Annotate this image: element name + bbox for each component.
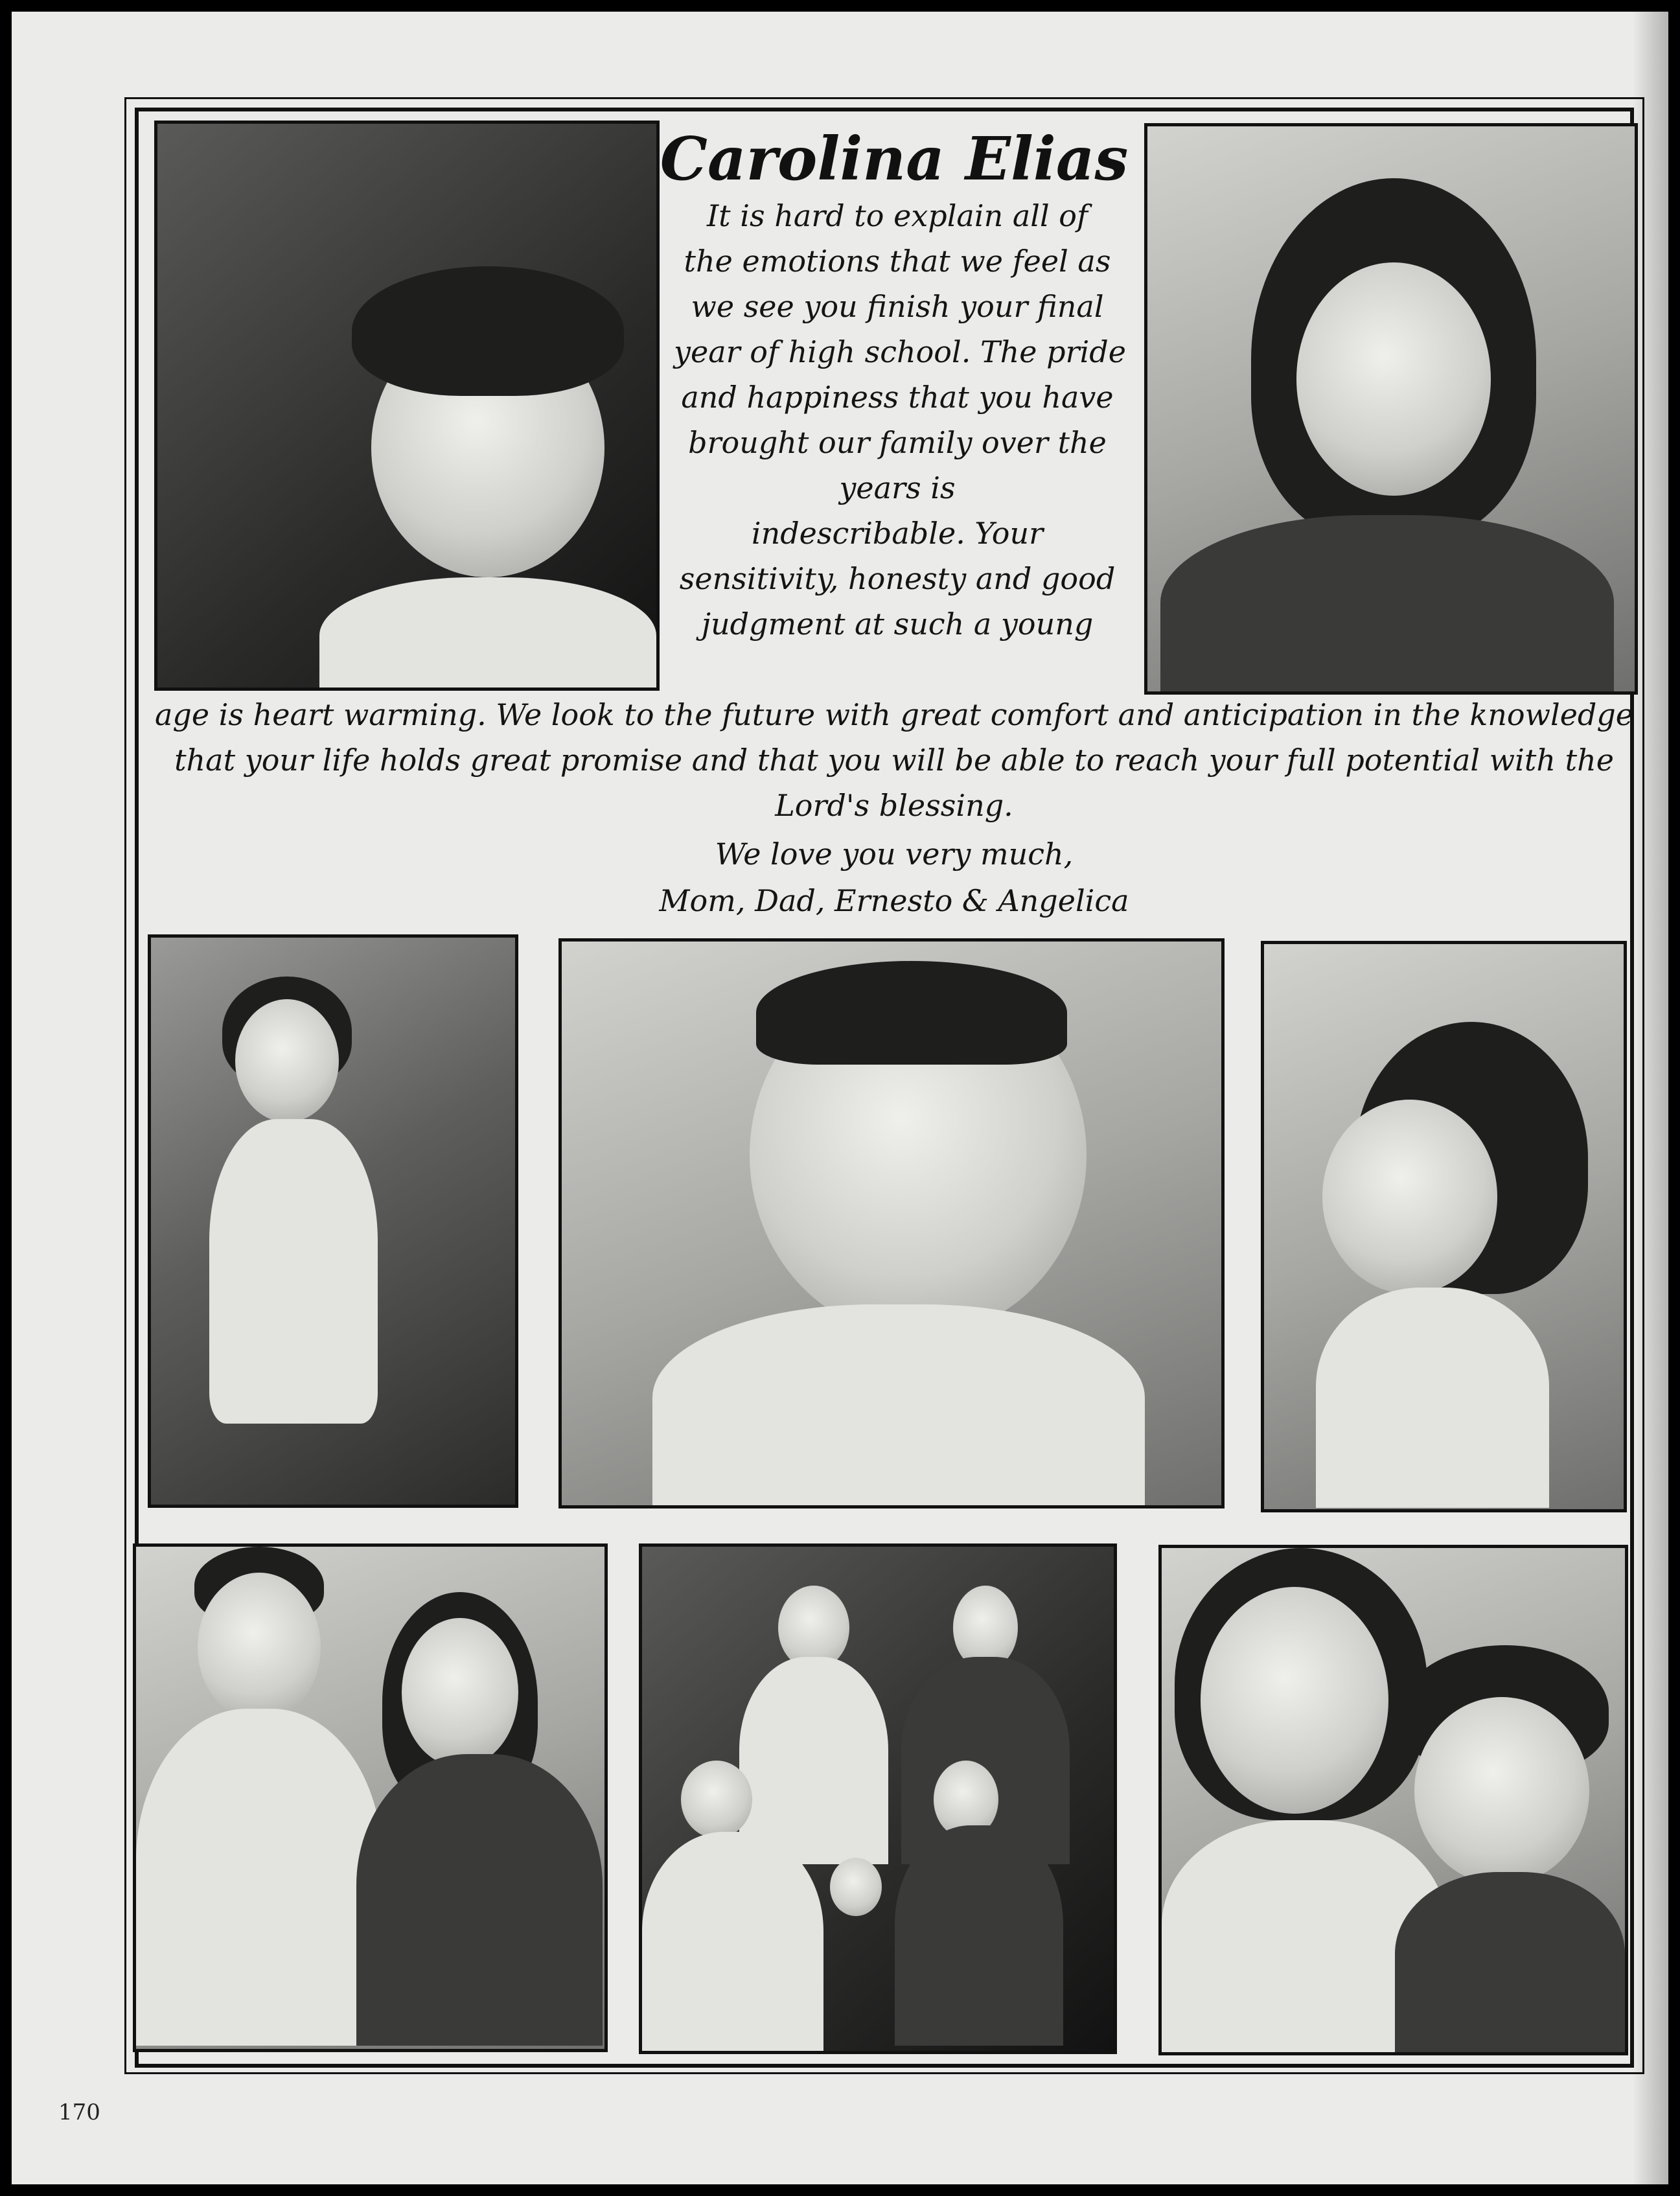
photo-senior-portrait — [1144, 123, 1638, 695]
message-line: judgment at such a young — [701, 607, 1094, 641]
message-line: indescribable. Your — [751, 516, 1044, 551]
photo-baby-smiling — [558, 938, 1225, 1508]
message-line: the emotions that we feel as — [684, 244, 1111, 279]
page-title: Carolina Elias — [660, 124, 1129, 194]
message-line: It is hard to explain all of — [706, 198, 1088, 233]
photo-family-group — [639, 1543, 1117, 2054]
message-line: Lord's blessing. — [775, 788, 1013, 823]
message-line: that your life holds great promise and that you will be able to reach your full potential with the — [174, 743, 1614, 778]
photo-toddler-pillow — [1261, 941, 1627, 1512]
page-number: 170 — [58, 2099, 100, 2125]
photo-with-brother — [133, 1543, 608, 2052]
message-line: brought our family over the — [688, 425, 1107, 460]
photo-girl-easter-basket — [148, 934, 518, 1508]
photo-with-young-sister — [1158, 1545, 1628, 2055]
message-line: we see you finish your final — [691, 289, 1104, 324]
photo-toddler-bows — [154, 121, 660, 691]
closing-line: We love you very much, — [715, 837, 1074, 872]
message-line: and happiness that you have — [681, 380, 1114, 415]
message-line: sensitivity, honesty and good — [679, 561, 1116, 596]
message-line: age is heart warming. We look to the future with great comfort and anticipation in the knowledge — [154, 697, 1634, 732]
message-line: years is — [839, 470, 956, 505]
message-line: year of high school. The pride — [674, 334, 1126, 369]
signature-line: Mom, Dad, Ernesto & Angelica — [659, 883, 1129, 918]
